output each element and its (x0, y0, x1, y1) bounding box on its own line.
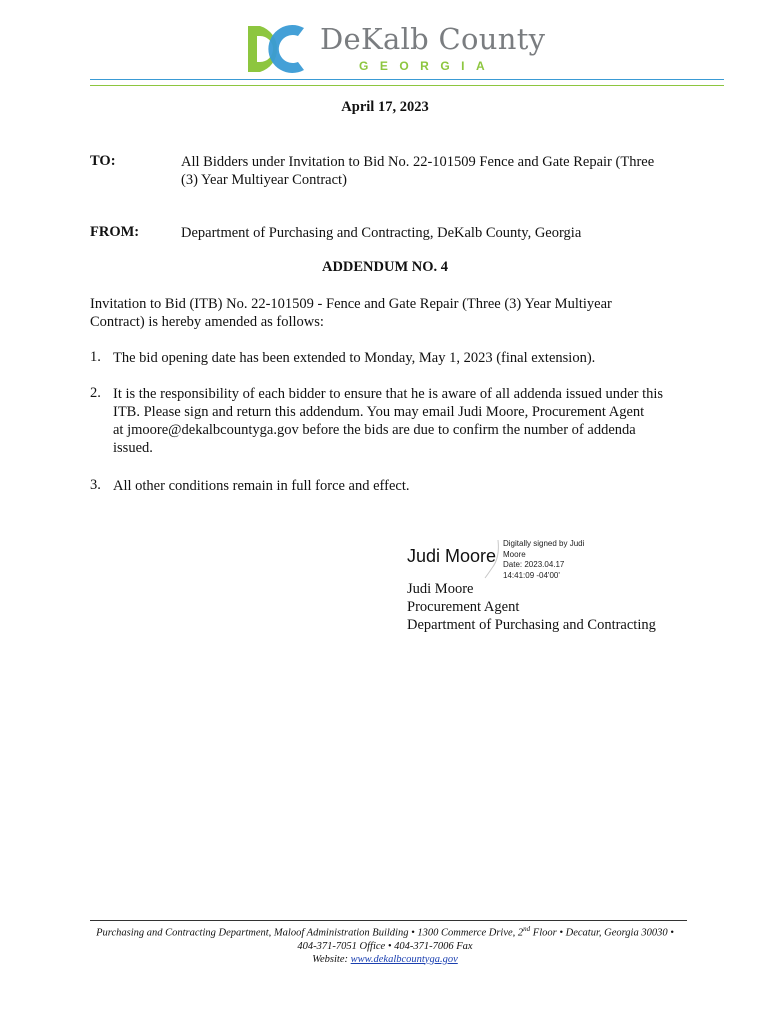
signer-title: Procurement Agent (407, 599, 520, 615)
footer-phone: 404-371-7051 Office • 404-371-7006 Fax (297, 940, 473, 952)
digital-date: Date: 2023.04.17 (503, 560, 565, 569)
digital-signature-details (503, 539, 598, 581)
digital-time: 14:41:09 -04'00' (503, 570, 560, 580)
letter-date: April 17, 2023 (341, 99, 429, 115)
list-item-text: All other conditions remain in full force and effect. (113, 478, 410, 494)
digital-signer-name: Moore (503, 549, 526, 559)
digital-signature-name: Judi Moore (407, 546, 497, 566)
footer-address: Purchasing and Contracting Department, Maloof Administration Building • 1300 Commerce Drive, 2nd Floor • Decatur, Georgia 30030 • (96, 925, 674, 939)
list-item-text: The bid opening date has been extended to Monday, May 1, 2023 (final extension). (113, 350, 596, 366)
list-item-number: 2. (90, 385, 101, 401)
list-item-text: issued. (113, 440, 153, 456)
list-item-text: at jmoore@dekalbcountyga.gov before the bids are due to confirm the number of addenda (113, 422, 636, 438)
website-link[interactable]: www.dekalbcountyga.gov (350, 953, 458, 965)
addendum-title: ADDENDUM NO. 4 (321, 259, 449, 275)
footer (0, 923, 770, 966)
from-text: Department of Purchasing and Contracting, DeKalb County, Georgia (181, 225, 582, 241)
list-item-text: It is the responsibility of each bidder to ensure that he is aware of all addenda issued under this (113, 386, 664, 402)
to-label: TO: (90, 153, 116, 169)
to-text-line2: (3) Year Multiyear Contract) (181, 172, 347, 188)
intro-line2: Contract) is hereby amended as follows: (90, 314, 324, 330)
list-item-number: 1. (90, 349, 101, 365)
org-name: DeKalb County (320, 22, 546, 56)
org-state: GEORGIA (359, 59, 497, 73)
list-item-text: ITB. Please sign and return this addendum. You may email Judi Moore, Procurement Agent (113, 404, 645, 420)
dekalb-logo-icon (246, 24, 306, 74)
list-item-number: 3. (90, 477, 101, 493)
footer-rule (90, 920, 687, 921)
digital-signed-by: Digitally signed by Judi (503, 539, 585, 548)
footer-website: Website: www.dekalbcountyga.gov (312, 953, 458, 965)
signature-flourish-icon (482, 538, 502, 580)
signer-department: Department of Purchasing and Contracting (407, 617, 656, 633)
signer-name: Judi Moore (407, 581, 474, 597)
header-rule-blue (90, 79, 724, 80)
intro-line1: Invitation to Bid (ITB) No. 22-101509 - Fence and Gate Repair (Three (3) Year Multiyear (90, 296, 612, 312)
header-rule-green (90, 85, 724, 86)
to-text-line1: All Bidders under Invitation to Bid No. 22-101509 Fence and Gate Repair (Three (181, 154, 655, 170)
from-label: FROM: (90, 224, 140, 240)
